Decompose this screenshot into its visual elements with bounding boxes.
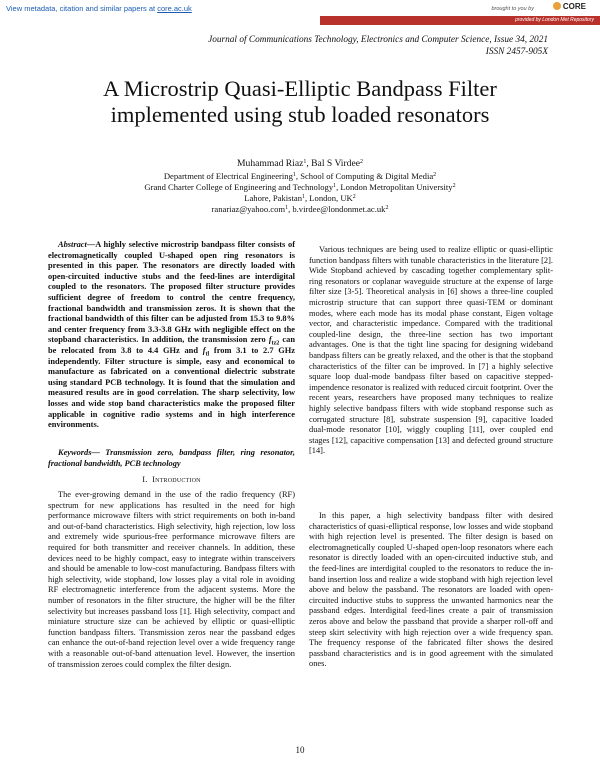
core-metadata-link[interactable]: View metadata, citation and similar papers at core.ac.uk	[6, 4, 192, 13]
affiliations	[0, 171, 600, 215]
body-paragraph: The ever-growing demand in the use of the radio frequency (RF) spectrum for new applications has resulted in the need for high performance microwave filters with strict requirements on both in-band and out-of-band characteristics. High selectivity, high rejection, low loss and extremely wide spurious-free performance microwave filters are required for both transmitter and receiver channels. In addition, these devices need to be highly compact, easy to integrate within transceivers and should be amenable to low-cost manufacturing. Bandpass filters with high selectivity, wide stopband, low losses play a vital role in avoiding RF electromagnetic interference from the adjacent systems. More the number of resonators in the filter structure, the higher will be the filter selectivity but increases passband loss [1]. High selectivity, compact and miniature structure size can be achieved by elliptic or quasi-elliptic function bandpass filters. Transmission zeros near the passband edges can enhance the out-of-band rejection level over a wide frequency range with a reasonable out-of-band attenuation level. However, the insertion of transmission zeroes could complex the filter design.	[48, 490, 295, 669]
keywords: Keywords— Transmission zero, bandpass filter, ring resonator, fractional bandwidth, PCB technology	[48, 448, 295, 468]
core-logo[interactable]: CORE	[553, 2, 586, 11]
page-number: 10	[295, 745, 305, 755]
affiliation-line: Lahore, Pakistan$^1$, London, $UK^2$	[244, 193, 356, 203]
provided-by-text: provided by London Met Repository	[515, 17, 594, 23]
affiliation-line: Grand Charter College of Engineering and Technology$^1$, London Metropolitan University$^2$	[144, 182, 456, 192]
paper-title	[0, 76, 600, 128]
provided-by-bar[interactable]	[320, 16, 600, 25]
journal-header	[208, 34, 548, 58]
top-banner	[0, 0, 600, 26]
abstract: Abstract—A highly selective microstrip bandpass filter consists of electromagnetically coupled U-shaped open ring resonators is presented in this paper. The resonators are directly loaded with open-circuited inductive stubs and the feed-lines are interdigital coupled to the resonators. The proposed filter structure provides sufficient degree of freedom to control the centre frequency, fractional bandwidth and transmission zeros. It is shown that the fractional bandwidth of this filter can be adjusted from 15.3 to 9.8% and center frequency from 3.3-3.8 GHz with negligible effect on the stopband characteristics. In addition, the transmission zero $f_{tz2}$ can be relocated from 3.8 to 4.4 GHz and $f_{tl}$ from 3.1 to 2.7 GHz independently. Filter structure is simple, easy and economical to manufacture as fabricated on a conventional dielectric substrate using standard PCB technology. It is found that the simulation and measured results are in good correlation. The sharp selectivity, low losses and wide stop band characteristics make the proposed filter applicable in cognitive radio systems and in high interference environments.	[48, 240, 295, 430]
journal-name: Journal of Communications Technology, Electronics and Computer Science, Issue 34, 2021	[208, 35, 548, 45]
author-emails[interactable]: ranariaz@yahoo.com$^1$, $b.virdee@londonmet.ac.uk^2$	[211, 204, 389, 214]
core-site-link[interactable]: core.ac.uk	[157, 4, 192, 13]
core-logo-icon	[553, 2, 561, 10]
author-name: Muhammad Riaz	[237, 158, 304, 169]
brought-to-you-label: brought to you by	[491, 6, 534, 12]
abstract-label: Abstract	[58, 240, 87, 249]
affiliation-line: Department of Electrical Engineering$^1$, School of Computing & Digital Media$^2$	[163, 171, 437, 181]
title-line-1: A Microstrip Quasi-Elliptic Bandpass Filter	[103, 76, 497, 101]
title-line-2: implemented using stub loaded resonators	[110, 102, 490, 127]
journal-issn: ISSN 2457-905X	[485, 47, 548, 57]
author-list: Muhammad Riaz$^1$, Bal S Virdee$^2$	[237, 158, 363, 169]
section-heading: I. Introduction	[142, 475, 201, 484]
body-paragraph: In this paper, a high selectivity bandpass filter with desired characteristics of quasi-elliptical response, low losses and wide stopband with high rejection level is presented. The filter design is based on electromagnetically coupled U-shaped open-loop resonators where each resonator is directly loaded with an open-circuited inductive stub, and the feed-lines are interdigital coupled to the resonators to reduce the in-band insertion loss and realize a wide stopband with high rejection level above and below the passband. The resonators are loaded with open-circuited inductive stubs to suppress the unwanted harmonics near the passband edges. Interdigital feed-lines create a pair of transmission zeros above and below the passband that provide a sharper roll-off and steep skirt selectivity with high rejection over a wide frequency span. The frequency response of the fabricated filter shows the desired passband characteristics and is in good agreement with the simulated ones.	[309, 511, 553, 669]
body-paragraph: Various techniques are being used to realize elliptic or quasi-elliptic function bandpass filters with tunable characteristics in the literature [2]. Wide Stopband achieved by cascading together complementary split-ring resonators or coplanar waveguide structure at the expense of large filter size [3-5]. Theoretical analysis in [6] shows a three-line coupled microstrip structure that can support three quasi-TEM or dominant modes, where each mode has its modal phase constant, Eigen voltage vector, and characteristic impedance. Compared with the traditional coupled-line design, the three-line section has two important advantages. One is that the tight line spacing for designing wideband bandpass filters can be greatly relaxed, and the other is that the stopband characteristics of the filter can be improved. In [7] a highly selective square loop dual-mode bandpass filter based on capacitive stepped-impendence resonator is realized with reduced circuit footprint. Over the recent years, researchers have proposed many techniques to realize highly selective bandpass filters with wide stopband response such as corrugated structure [8], substrate suspension [9], capacitive loaded dual-mode resonator [10], wiggly coupling [11], over coupled end stages [12], capacitive compensation [13] and defected ground structure [14].	[309, 245, 553, 456]
author-name: Bal S Virdee	[311, 158, 360, 169]
